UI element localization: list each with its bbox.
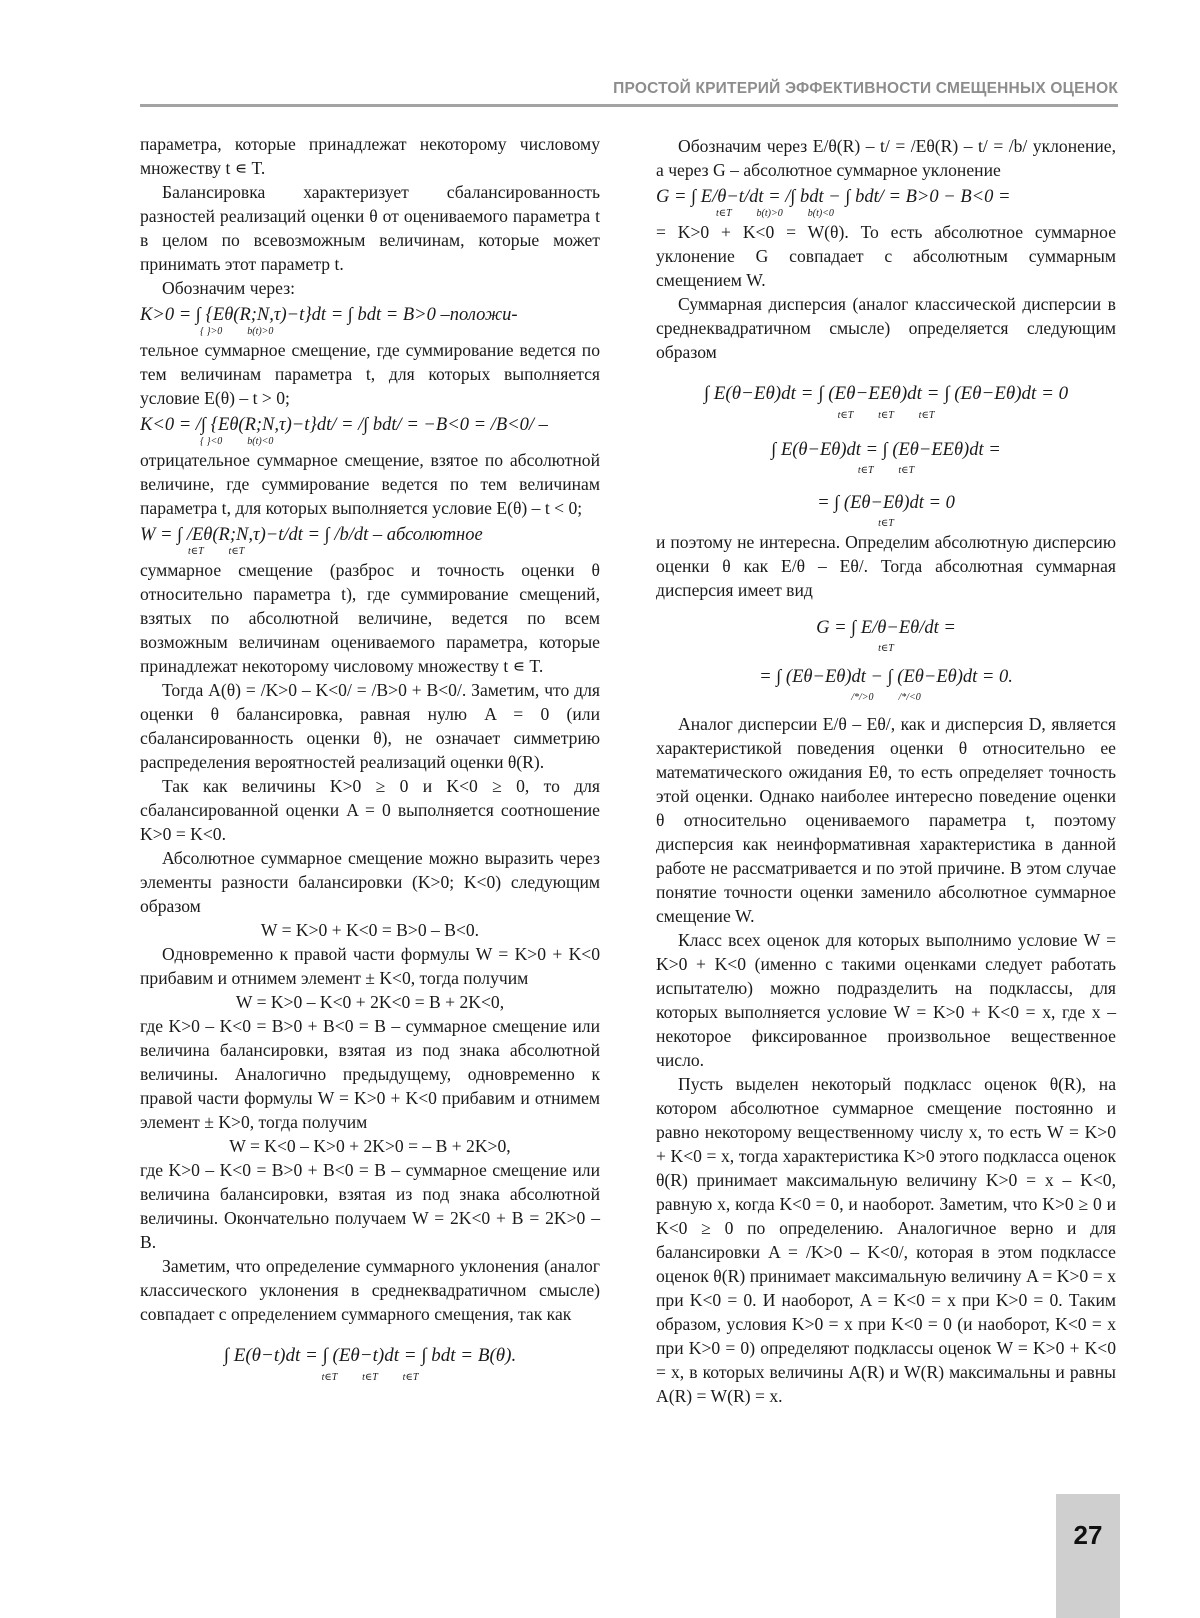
formula-limits: t∈T t∈T t∈T	[656, 410, 1116, 422]
formula-limits: { }<0 b(t)<0	[140, 436, 600, 448]
formula-limits: t∈T b(t)>0 b(t)<0	[656, 208, 1116, 220]
paragraph: где K>0 – K<0 = B>0 + B<0 = B – суммарное смещение или величина балансировки, взятая из под знака абсолютной величины. Аналогично предыдущему, одновременно к правой части формулы W = K>0 + K<0 прибавим и отнимем элемент ± K>0, тогда получим	[140, 1014, 600, 1134]
formula-limits: { }>0 b(t)>0	[140, 326, 600, 338]
formula-dispersion-2: ∫ E(θ−Eθ)dt = ∫ (Eθ−EEθ)dt =	[656, 438, 1116, 462]
paragraph: где K>0 – K<0 = B>0 + B<0 = B – суммарное смещение или величина балансировки, взятая из под знака абсолютной величины. Окончательно получаем W = 2K<0 + B = 2K>0 – B.	[140, 1158, 600, 1254]
paragraph: Одновременно к правой части формулы W = K>0 + K<0 прибавим и отнимем элемент ± K<0, тогда получим	[140, 942, 600, 990]
formula-limits: t∈T t∈T t∈T	[140, 1372, 600, 1384]
paragraph: Обозначим через:	[140, 276, 600, 300]
paragraph: Заметим, что определение суммарного уклонения (аналог классического уклонения в среднеквадратичном смысле) совпадает с определением суммарного смещения, так как	[140, 1254, 600, 1326]
paragraph: Обозначим через E/θ(R) – t/ = /Eθ(R) – t/ = /b/ уклонение, а через G – абсолютное суммарное уклонение	[656, 134, 1116, 182]
page-number-tab	[1056, 1494, 1120, 1618]
formula-limits: /*/>0 /*/<0	[656, 692, 1116, 704]
paragraph: и поэтому не интересна. Определим абсолютную дисперсию оценки θ как E/θ – Eθ/. Тогда абсолютная суммарная дисперсия имеет вид	[656, 530, 1116, 602]
formula-bias-integral: ∫ E(θ−t)dt = ∫ (Eθ−t)dt = ∫ bdt = B(θ).	[140, 1344, 600, 1368]
paragraph: Абсолютное суммарное смещение можно выразить через элементы разности балансировки (K>0; K<0) следующим образом	[140, 846, 600, 918]
paragraph: суммарное смещение (разброс и точность оценки θ относительно параметра t), где суммирование смещений, взятых по абсолютной величине, ведется по всем возможным величинам оцениваемого параметра, которые принадлежат некоторому числовому множеству t ∊ T.	[140, 558, 600, 678]
formula-k-positive: K>0 = ∫ {Eθ(R;N,τ)−t}dt = ∫ bdt = B>0 –положи-	[140, 303, 600, 327]
left-column	[140, 132, 600, 1384]
paragraph: = K>0 + K<0 = W(θ). То есть абсолютное суммарное уклонение G совпадает с абсолютным суммарным смещением W.	[656, 220, 1116, 292]
paragraph: отрицательное суммарное смещение, взятое по абсолютной величине, где суммирование ведется по тем величинам параметра t, для которых выполняется условие E(θ) – t < 0;	[140, 448, 600, 520]
paragraph: параметра, которые принадлежат некоторому числовому множеству t ∊ T.	[140, 132, 600, 180]
inline-equation: W = K>0 + K<0 = B>0 – B<0.	[140, 918, 600, 942]
paragraph: тельное суммарное смещение, где суммирование ведется по тем величинам параметра t, для которых выполняется условие E(θ) – t > 0;	[140, 338, 600, 410]
paragraph: Тогда A(θ) = /K>0 – K<0/ = /B>0 + B<0/. Заметим, что для оценки θ балансировка, равная нулю A = 0 (или сбалансированность оценки θ), не означает симметрию распределения вероятностей реализаций оценки θ(R).	[140, 678, 600, 774]
formula-k-negative: K<0 = /∫ {Eθ(R;N,τ)−t}dt/ = /∫ bdt/ = −B<0 = /B<0/ –	[140, 413, 600, 437]
formula-abs-dispersion-1: G = ∫ E/θ−Eθ/dt =	[656, 616, 1116, 640]
formula-w: W = ∫ /Eθ(R;N,τ)−t/dt = ∫ /b/dt – абсолютное	[140, 523, 600, 547]
paragraph: Так как величины K>0 ≥ 0 и K<0 ≥ 0, то для сбалансированной оценки A = 0 выполняется соотношение K>0 = K<0.	[140, 774, 600, 846]
formula-dispersion-3: = ∫ (Eθ−Eθ)dt = 0	[656, 491, 1116, 515]
inline-equation: W = K<0 – K>0 + 2K>0 = – B + 2K>0,	[140, 1134, 600, 1158]
inline-equation: W = K>0 – K<0 + 2K<0 = B + 2K<0,	[140, 990, 600, 1014]
paragraph: Суммарная дисперсия (аналог классической дисперсии в среднеквадратичном смысле) определяется следующим образом	[656, 292, 1116, 364]
paragraph: Аналог дисперсии E/θ – Eθ/, как и дисперсия D, является характеристикой поведения оценки θ относительно ее математического ожидания Eθ, то есть определяет точность этой оценки. Однако наиболее интересно поведение оценки θ относительно оцениваемого параметра t, поэтому дисперсия как неинформативная характеристика в данной работе не рассматривается и по этой причине. В этом случае понятие точности оценки заменило абсолютное суммарное смещение W.	[656, 712, 1116, 928]
page-number: 27	[1056, 1520, 1120, 1551]
formula-limits: t∈T t∈T	[140, 546, 600, 558]
right-column	[656, 134, 1116, 1408]
paragraph: Балансировка характеризует сбалансированность разностей реализаций оценки θ от оцениваемого параметра t в целом по всевозможным величинам, которые может принимать этот параметр t.	[140, 180, 600, 276]
formula-limits: t∈T	[656, 643, 1116, 655]
formula-dispersion-1: ∫ E(θ−Eθ)dt = ∫ (Eθ−EEθ)dt = ∫ (Eθ−Eθ)dt = 0	[656, 382, 1116, 406]
formula-g: G = ∫ E/θ−t/dt = /∫ bdt − ∫ bdt/ = B>0 − B<0 =	[656, 185, 1116, 209]
formula-limits: t∈T	[656, 518, 1116, 530]
formula-limits: t∈T t∈T	[656, 465, 1116, 477]
header-rule	[140, 104, 1118, 107]
paragraph: Класс всех оценок для которых выполнимо условие W = K>0 + K<0 (именно с такими оценками следует работать испытателю) можно подразделить на подклассы, для которых выполняется условие W = K>0 + K<0 = x, где x – некоторое фиксированное произвольное вещественное число.	[656, 928, 1116, 1072]
paragraph: Пусть выделен некоторый подкласс оценок θ(R), на котором абсолютное суммарное смещение постоянно и равно некоторому вещественному числу x, то есть W = K>0 + K<0 = x, тогда характеристика K>0 этого подкласса оценок θ(R) принимает максимальную величину K>0 = x – K<0, равную x, когда K<0 = 0, и наоборот. Заметим, что K>0 ≥ 0 и K<0 ≥ 0 по определению. Аналогичное верно и для балансировки A = /K>0 – K<0/, которая в этом подклассе оценок θ(R) принимает максимальную величину A = K>0 = x при K<0 = 0. И наоборот, A = K<0 = x при K>0 = 0. Таким образом, условия K>0 = x при K<0 = 0 (и наоборот, K<0 = x при K>0 = 0) определяют подклассы оценок W = K>0 + K<0 = x, в которых величины A(R) и W(R) максимальны и равны A(R) = W(R) = x.	[656, 1072, 1116, 1408]
running-header: ПРОСТОЙ КРИТЕРИЙ ЭФФЕКТИВНОСТИ СМЕЩЕННЫХ ОЦЕНОК	[140, 80, 1118, 98]
formula-abs-dispersion-2: = ∫ (Eθ−Eθ)dt − ∫ (Eθ−Eθ)dt = 0.	[656, 665, 1116, 689]
